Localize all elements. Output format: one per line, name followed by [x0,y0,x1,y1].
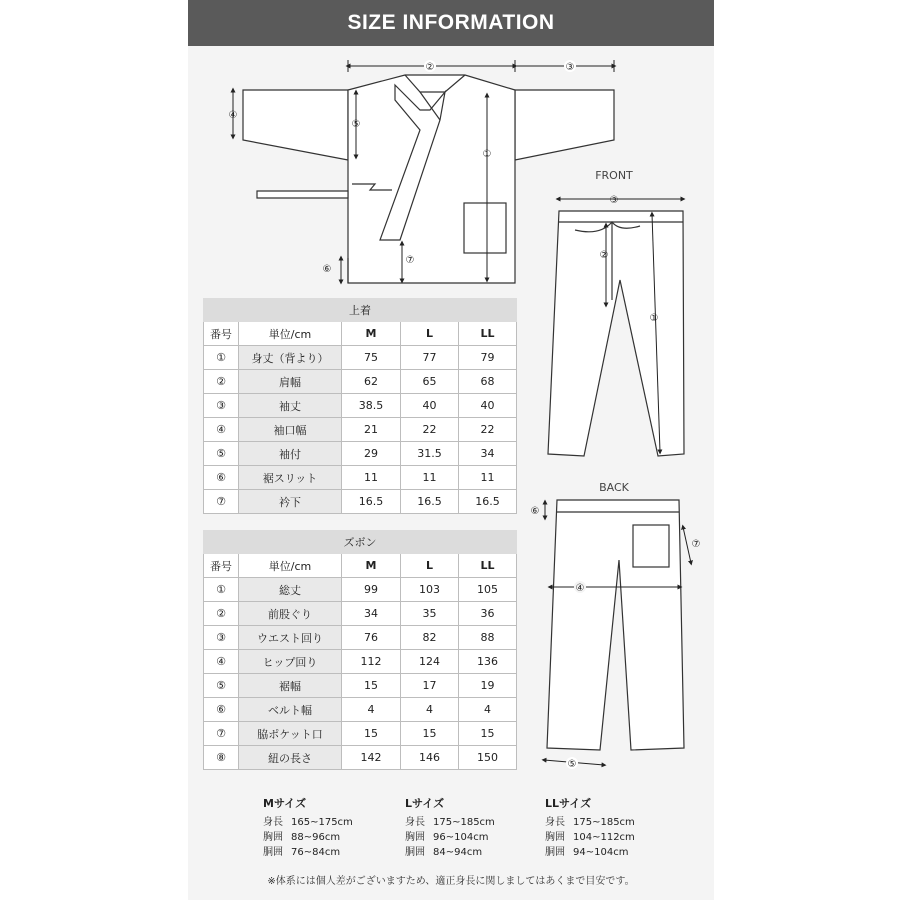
col-header-ll: LL [459,322,517,346]
row-number: ① [204,578,239,602]
table-row [204,602,517,626]
marker-4: ④ [228,110,238,121]
row-label: 身丈（背より） [239,346,342,370]
page-title: SIZE INFORMATION [188,0,714,46]
row-number: ⑥ [204,466,239,490]
table-row [204,442,517,466]
table-caption: 上着 [204,299,517,322]
value-m: 112 [342,650,401,674]
svg-text:④: ④ [575,583,585,594]
guide-value: 175~185cm [433,817,495,828]
value-m: 29 [342,442,401,466]
value-ll: 136 [459,650,517,674]
table-row [204,746,517,770]
marker-1: ① [482,149,492,160]
row-label: 衿下 [239,490,342,514]
col-header-l: L [401,322,459,346]
row-label: ヒップ回り [239,650,342,674]
row-label: 袖口幅 [239,418,342,442]
value-ll: 22 [459,418,517,442]
row-label: 裾幅 [239,674,342,698]
svg-text:①: ① [649,313,659,324]
row-number: ③ [204,626,239,650]
size-guide-title: LLサイズ [545,797,592,810]
marker-3: ③ [565,62,575,73]
svg-text:③: ③ [609,195,619,206]
col-header-m: M [342,554,401,578]
table-row [204,650,517,674]
value-m: 76 [342,626,401,650]
guide-value: 94~104cm [573,847,629,858]
guide-value: 104~112cm [573,832,635,843]
guide-value: 175~185cm [573,817,635,828]
table-row [204,626,517,650]
table-caption: ズボン [204,531,517,554]
value-m: 38.5 [342,394,401,418]
value-l: 82 [401,626,459,650]
value-l: 40 [401,394,459,418]
value-m: 15 [342,674,401,698]
row-number: ⑤ [204,442,239,466]
col-header-number: 番号 [204,554,239,578]
value-ll: 68 [459,370,517,394]
guide-key: 胴囲 [545,847,565,858]
size-guide-title: Mサイズ [263,797,307,810]
value-l: 22 [401,418,459,442]
guide-value: 88~96cm [291,832,341,843]
value-m: 11 [342,466,401,490]
value-l: 11 [401,466,459,490]
value-m: 99 [342,578,401,602]
value-l: 77 [401,346,459,370]
row-number: ⑤ [204,674,239,698]
table-row [204,346,517,370]
marker-2: ② [425,62,435,73]
value-m: 75 [342,346,401,370]
guide-value: 76~84cm [291,847,341,858]
guide-key: 胸囲 [263,832,283,843]
value-m: 16.5 [342,490,401,514]
table-row [204,466,517,490]
value-m: 4 [342,698,401,722]
back-label: BACK [599,481,629,494]
svg-text:⑥: ⑥ [530,506,540,517]
back-pants-drawing [547,500,684,750]
table-row [204,578,517,602]
row-label: 総丈 [239,578,342,602]
jacket-size-table [203,298,517,514]
value-ll: 79 [459,346,517,370]
value-l: 16.5 [401,490,459,514]
guide-value: 165~175cm [291,817,353,828]
guide-key: 身長 [545,817,565,828]
col-header-number: 番号 [204,322,239,346]
row-number: ⑦ [204,490,239,514]
guide-key: 胴囲 [263,847,283,858]
value-m: 62 [342,370,401,394]
value-l: 103 [401,578,459,602]
col-header-m: M [342,322,401,346]
value-ll: 40 [459,394,517,418]
table-row [204,490,517,514]
guide-key: 身長 [405,817,425,828]
guide-value: 84~94cm [433,847,483,858]
value-m: 142 [342,746,401,770]
value-ll: 36 [459,602,517,626]
value-ll: 88 [459,626,517,650]
table-row [204,394,517,418]
size-guide-l [405,796,495,860]
value-m: 15 [342,722,401,746]
front-pants-drawing [548,211,684,456]
row-number: ② [204,370,239,394]
size-guide-title: Lサイズ [405,797,445,810]
value-l: 31.5 [401,442,459,466]
size-guide-m [263,796,353,860]
row-label: 肩幅 [239,370,342,394]
row-number: ④ [204,650,239,674]
marker-5: ⑤ [351,119,361,130]
value-ll: 11 [459,466,517,490]
value-m: 34 [342,602,401,626]
svg-text:②: ② [599,250,609,261]
row-number: ② [204,602,239,626]
col-header-unit: 単位/cm [239,322,342,346]
guide-key: 胸囲 [545,832,565,843]
value-l: 146 [401,746,459,770]
value-ll: 4 [459,698,517,722]
value-ll: 105 [459,578,517,602]
row-label: 前股ぐり [239,602,342,626]
marker-7: ⑦ [405,255,415,266]
table-row [204,370,517,394]
row-label: 裾スリット [239,466,342,490]
row-number: ⑧ [204,746,239,770]
value-ll: 19 [459,674,517,698]
table-row [204,722,517,746]
value-l: 35 [401,602,459,626]
svg-text:⑦: ⑦ [691,539,701,550]
col-header-ll: LL [459,554,517,578]
value-l: 15 [401,722,459,746]
table-row [204,698,517,722]
svg-text:⑤: ⑤ [567,759,577,770]
row-number: ① [204,346,239,370]
row-label: 脇ポケット口 [239,722,342,746]
marker-6: ⑥ [322,264,332,275]
col-header-unit: 単位/cm [239,554,342,578]
value-ll: 34 [459,442,517,466]
pants-size-table [203,530,517,770]
value-l: 4 [401,698,459,722]
row-label: ウエスト回り [239,626,342,650]
sizing-note: ※体系には個人差がございますため、適正身長に関しましてはあくまで目安です。 [267,876,635,887]
row-number: ⑥ [204,698,239,722]
guide-key: 胸囲 [405,832,425,843]
value-m: 21 [342,418,401,442]
value-l: 65 [401,370,459,394]
guide-key: 胴囲 [405,847,425,858]
row-label: 袖付 [239,442,342,466]
row-label: 袖丈 [239,394,342,418]
guide-value: 96~104cm [433,832,489,843]
row-number: ③ [204,394,239,418]
front-label: FRONT [595,169,633,182]
row-label: 紐の長さ [239,746,342,770]
size-guide-ll [545,796,635,860]
value-ll: 15 [459,722,517,746]
value-l: 17 [401,674,459,698]
value-ll: 150 [459,746,517,770]
row-number: ④ [204,418,239,442]
table-row [204,674,517,698]
guide-key: 身長 [263,817,283,828]
value-l: 124 [401,650,459,674]
row-number: ⑦ [204,722,239,746]
table-row [204,418,517,442]
row-label: ベルト幅 [239,698,342,722]
value-ll: 16.5 [459,490,517,514]
col-header-l: L [401,554,459,578]
